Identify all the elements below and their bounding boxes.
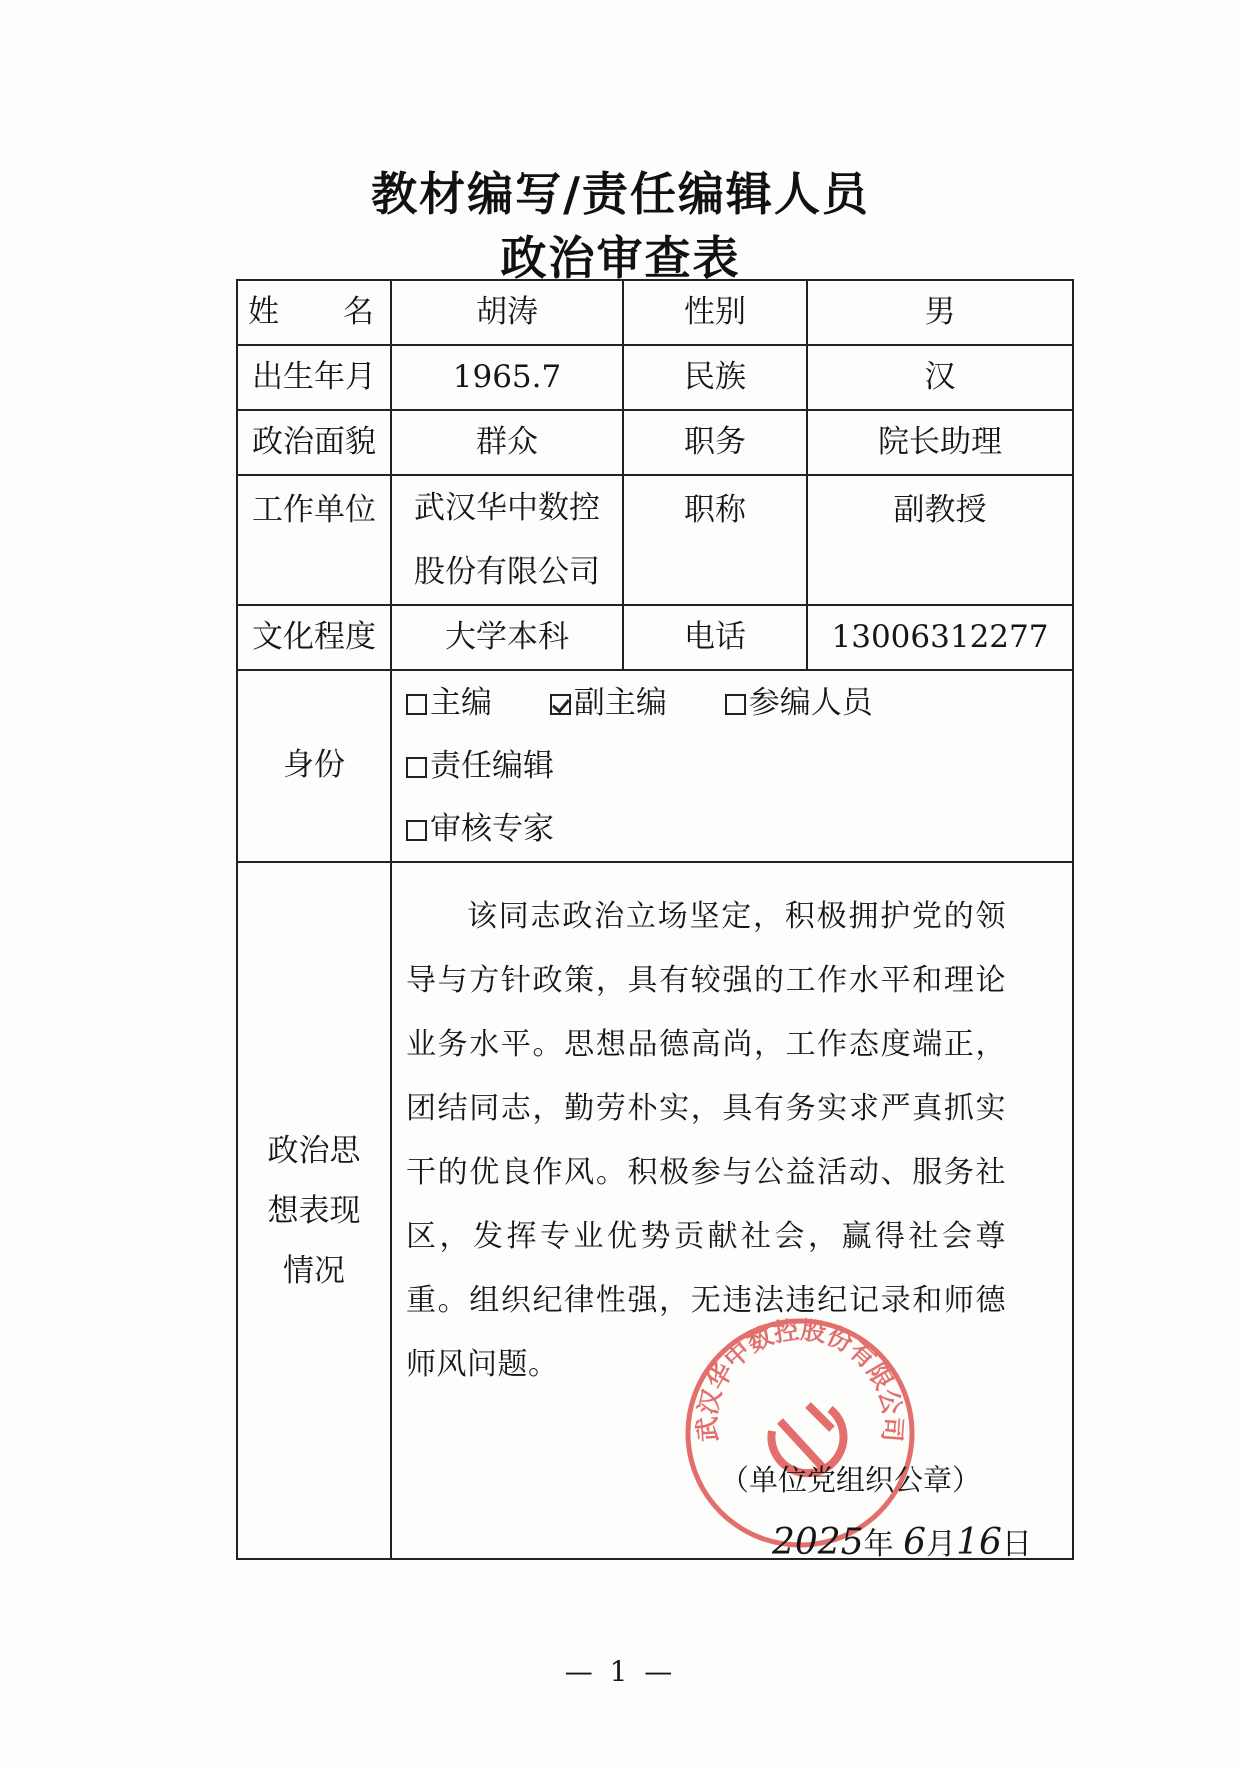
phone-label: 电话 [623,605,807,670]
employer-label: 工作单位 [237,475,391,605]
seal-caption: （单位党组织公章） [720,1463,982,1497]
date-month-unit: 月 [926,1527,957,1562]
remark-label: 政治思想表现情况 [267,1132,361,1289]
title-value: 副教授 [807,475,1073,605]
option-chief-editor-label: 主编 [430,684,492,721]
ethnicity-label: 民族 [623,345,807,410]
option-review-expert[interactable] [406,798,554,861]
gender-label: 性别 [623,280,807,345]
option-deputy-chief-editor[interactable] [550,672,667,735]
seal-text [692,1315,907,1443]
date-year-unit: 年 [863,1527,894,1562]
employer-value-cell [391,475,623,605]
name-label [237,280,391,345]
employer-value: 武汉华中数控股份有限公司 [414,490,600,590]
option-contributor-label: 参编人员 [748,684,873,721]
identity-label: 身份 [237,670,391,862]
name-value: 胡涛 [391,280,623,345]
remark-label-cell [237,862,391,1559]
title-label: 职称 [623,475,807,605]
option-chief-editor[interactable] [406,672,492,735]
phone-value: 13006312277 [807,605,1073,670]
date-day-unit: 日 [1001,1527,1032,1562]
political-label: 政治面貌 [237,410,391,475]
ethnicity-value: 汉 [807,345,1073,410]
education-value: 大学本科 [391,605,623,670]
option-responsible-editor-label: 责任编辑 [430,747,554,784]
education-label: 文化程度 [237,605,391,670]
signature-date [772,1521,1032,1564]
name-label-char-1: 姓 [248,293,279,330]
checkbox-contributor[interactable] [725,694,746,715]
birth-label: 出生年月 [237,345,391,410]
option-contributor[interactable] [725,672,873,735]
birth-value: 1965.7 [391,345,623,410]
option-review-expert-label: 审核专家 [430,810,554,847]
party-seal [680,1313,920,1553]
date-year: 2025 [772,1522,864,1563]
page-number: — 1 — [564,1655,677,1688]
option-responsible-editor[interactable] [406,735,554,798]
position-label: 职务 [623,410,807,475]
checkbox-review-expert[interactable] [406,820,427,841]
checkbox-deputy-chief-editor[interactable] [550,694,571,715]
remark-cell [391,862,1073,1563]
checkbox-responsible-editor[interactable] [406,757,427,778]
political-value: 群众 [391,410,623,475]
name-label-char-2: 名 [343,293,374,330]
position-value: 院长助理 [807,410,1073,475]
seal-text-path: 武汉华中数控股份有限公司 [692,1315,908,1443]
date-day: 16 [956,1522,1002,1563]
identity-options [391,670,1073,862]
document-subtitle: 政治审查表 [500,231,741,285]
option-deputy-chief-editor-label: 副主编 [573,684,667,721]
checkbox-chief-editor[interactable] [406,694,427,715]
remark-text: 该同志政治立场坚定，积极拥护党的领导与方针政策，具有较强的工作水平和理论业务水平。思想品德高尚，工作态度端正，团结同志，勤劳朴实，具有务实求严真抓实干的优良作风。积极参与公益活动、服务社区，发挥专业优势贡献社会，赢得社会尊重。组织纪律性强，无违法违纪记录和师德师风问题。 [406,899,1006,1382]
gender-value: 男 [807,280,1073,345]
document-title: 教材编写/责任编辑人员 [371,167,870,221]
date-month: 6 [903,1522,927,1563]
review-form-table [236,279,1074,1563]
